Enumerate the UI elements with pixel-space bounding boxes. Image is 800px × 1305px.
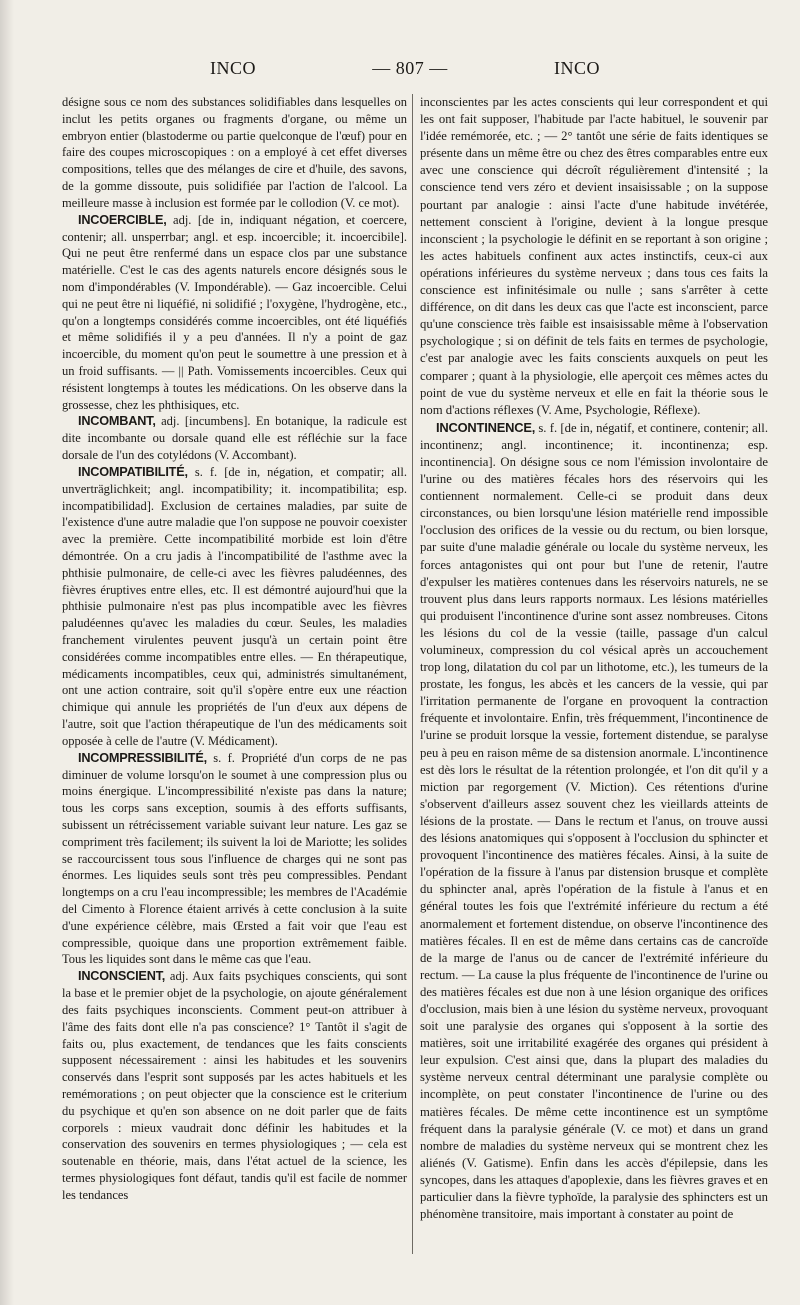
entry-text: adj. [incumbens]. En botanique, la radicule est dite incombante ou dorsale quand elle est réfléchie sur la face dorsale de l'un des cotylédons (V. Accombant).	[62, 414, 407, 463]
continued-paragraph: inconscientes par les actes conscients qui leur correspondent et qui les ont fait supposer, l'habitude par l'acte habituel, le souvenir par l'idée remémorée, etc. ; — 2° tantôt une série de faits identiques se présente dans un même être ou chez des êtres comparables entre eux avec une conscience qui décroît régulièrement d'intensité ; la conscience tend vers zéro et devient insaisissable ; on la suppose pourtant par analogie : ainsi l'acte d'une habitude invétérée, nettement conscient à l'origine, devient à la longue presque inconscient ; la psychologie le définit en se reportant à son origine ; les actes habituels confinent aux actes instinctifs, ceux-ci aux opérations inférieures du système nerveux ; dans tous ces faits la conscience est infinitésimale ou nulle ; sans s'arrêter à cette différence, on dit dans les deux cas que l'acte est inconscient, parce qu'une conscience très faible est insaisissable même à l'observation psychologique ; si on définit de tels faits en termes de psychologie, c'est par analogie avec les faits conscients auxquels on peut les comparer ; quant à la physiologie, elle aperçoit ces mêmes actes du point de vue du système nerveux et elle en fait la théorie sous le nom d'actions réflexes (V. Ame, Psychologie, Réflexe).	[420, 95, 768, 417]
entry-text: s. f. [de in, négation, et compatir; all. unverträglichkeit; angl. incompatibility; it. incompatibilita; esp. incompatibilidad]. Exclusion de certaines maladies, par suite de l'existence d'une autre maladie que l'on suppose ne pouvoir coexister avec la première. Cette incompatibilité morbide est loin d'être démontrée. On a cru jadis à l'incompatibilité de l'asthme avec la phthisie pulmonaire, de celle-ci avec les fièvres paludéennes, des fièvres éruptives entre elles, etc. Il est démontré aujourd'hui que la phthisie pulmonaire n'est pas plus incompatible avec les fièvres paludéennes qu'avec les maladies du cœur. Seules, les maladies franchement virulentes peuvent jusqu'à un certain point être considérées comme incompatibles entre elles. — En thérapeutique, médicaments incompatibles, ceux qui, administrés simultanément, ont une action contraire, soit qu'il s'opère entre eux une réaction chimique qui annule les propriétés de l'un d'eux aux dépens de l'autre, soit que l'action thérapeutique de l'un des médicaments soit opposée à celle de l'autre (V. Médicament).	[62, 464, 407, 748]
headword: INCOMBANT,	[78, 414, 156, 429]
page-gutter-shadow	[0, 0, 14, 1305]
headword: INCOMPRESSIBILITÉ,	[78, 750, 207, 765]
entry-incontinence	[420, 419, 768, 1223]
page-number: — 807 —	[372, 58, 448, 78]
entry-text: s. f. Propriété d'un corps de ne pas diminuer de volume lorsqu'on le soumet à une compression plus ou moins énergique. L'incompressibilité n'existe pas dans la nature; tous les corps sans exception, soumis à des efforts suffisants, subissent un rétrécissement variable suivant leur nature. Les gaz se compriment très facilement; ils suivent la loi de Mariotte; les solides se raccourcissent tous sous l'influence de charges qui ne sont pas énormes. Les liquides seuls sont très peu compressibles. Pendant longtemps on a cru l'eau incompressible; les membres de l'Académie del Cimento à Florence étaient arrivés à cette conclusion à la suite d'une expérience célèbre, mais Œrsted a fait voir que l'eau est compressible, quoique dans une proportion extrêmement faible. Tous les liquides sont dans le même cas que l'eau.	[62, 750, 407, 967]
right-column	[420, 94, 768, 1223]
headword: INCONSCIENT,	[78, 969, 166, 984]
headword: INCOMPATIBILITÉ,	[78, 464, 188, 479]
header-right-word: INCO	[554, 58, 600, 78]
headword: INCONTINENCE,	[436, 419, 536, 435]
left-column	[62, 94, 407, 1204]
entry-text: adj. Aux faits psychiques conscients, qui sont la base et le premier objet de la psychologie, on ajoute généralement des faits psychiques inconscients. Comment peut-on attribuer à l'âme des faits dont elle n'a pas conscience? 1° Tantôt il s'agit de faits ou, plus exactement, de tendances que les faits conscients supposent nécessairement : ainsi les habitudes et les souvenirs conservés dans l'esprit sont supposés par les actes habituels et les remémorations ; on peut objecter que la conscience est le criterium du psychique et qu'en son absence on ne doit parler que de faits corporels : mieux vaudrait donc définir les habitudes et la conservation des souvenirs en termes physiologiques ; — cela est soutenable en théorie, mais, dans l'état actuel de la science, les termes physiologiques font défaut, tandis qu'il est facile de nommer les tendances	[62, 969, 407, 1202]
column-divider	[412, 94, 413, 1254]
entry-incoercible	[62, 212, 407, 414]
entry-text: adj. [de in, indiquant négation, et coercere, contenir; all. unsperrbar; angl. et esp. incoercible; it. incoercibile]. Qui ne peut être renfermé dans un espace clos par une substance matérielle. C'est le cas des agents naturels encore désignés sous le nom d'impondérables (V. Impondérable). — Gaz incoercible. Celui qui ne peut être ni liquéfié, ni solidifié ; l'oxygène, l'hydrogène, etc., qu'on a longtemps considérés comme incoercibles, ont été liquéfiés et même solidifiés il y a peu d'années. Il n'y a point de gaz incoercible, du moment qu'on peut le soumettre à une pression et à un froid suffisants. — || Path. Vomissements incoercibles. Ceux qui résistent longtemps à toutes les médications. On les observe dans la grossesse, chez les phthisiques, etc.	[62, 212, 407, 412]
entry-text: s. f. [de in, négatif, et continere, contenir; all. incontinenz; angl. incontinence; it. incontinenza; esp. incontinencia]. On désigne sous ce nom l'émission involontaire de l'urine ou des matières fécales hors des réservoirs qui les contiennent normalement. Celle-ci se produit dans deux circonstances, ou bien lorsqu'une lésion matérielle rend impossible l'occlusion des orifices de la vessie ou du rectum, ou bien lorsque, par suite d'une maladie générale ou locale du système nerveux, les forces antagonistes qui ont pour but l'une de retenir, l'autre d'expulser les matières contenues dans les réservoirs naturels, ne se trouvent plus dans leurs rapports normaux. Les lésions matérielles qui produisent l'incontinence d'urine sont assez nombreuses. Citons les lésions du col de la vessie (taille, passage d'un calcul volumineux, compression du col vésical après un accouchement trop long, dilatation du col par un lithotome, etc.), les tumeurs de la prostate, les fongus, les abcès et les cancers de la vessie, qui par l'irritation permanente de l'organe en provoquent la contraction fréquente et involontaire. Enfin, très fréquemment, l'incontinence de l'urine se produit lorsque la vessie, fortement distendue, se paralyse peu à peu en raison même de sa distension anormale. L'incontinence est dès lors le résultat de la rétention prolongée, et l'on dit qu'il y a miction par regorgement (V. Miction). Ces rétentions d'urine s'observent d'ailleurs assez souvent chez les vieillards atteints de lésions de la prostate. — Dans le rectum et l'anus, on trouve aussi des lésions anatomiques qui s'opposent à l'occlusion du sphincter et provoquent l'incontinence des matières fécales. Ainsi, à la suite de l'opération de la fissure à l'anus par distension brusque et complète du sphincter anal, après l'opération de la fistule à l'anus et en général toutes les fois que l'extrémité inférieure du rectum a été anormalement et fortement distendue, on observe l'incontinence des matières fécales. Il en est de même dans certains cas de cancroïde de la marge de l'anus ou de cancer de l'extrémité inférieure du rectum. — La cause la plus fréquente de l'incontinence de l'urine ou des matières fécales est due non à une lésion organique des orifices d'occlusion, mais bien à une lésion du système nerveux, provoquant soit une paralysie des organes qui s'opposent à la sortie des matières, soit une irritabilité exagérée des organes qui président à leur expulsion. C'est ainsi que, dans la plupart des maladies du système nerveux central déterminant une paralysie complète ou incomplète, on peut constater l'incontinence de l'urine ou des matières fécales. De même cette incontinence est un symptôme fréquent dans la paralysie générale (V. ce mot) et dans un grand nombre de maladies du système nerveux qui se montrent chez les aliénés (V. Gatisme). Enfin dans les accès d'épilepsie, dans les syncopes, dans les attaques d'apoplexie, dans les fièvres graves et en particulier dans la fièvre typhoïde, la paralysie des sphincters est un phénomène transitoire, mais important à constater au point de	[420, 420, 768, 1222]
header-left-word: INCO	[210, 58, 256, 78]
entry-inconscient	[62, 968, 407, 1203]
running-header	[60, 58, 760, 86]
entry-incompatibilite	[62, 464, 407, 750]
entry-incombant	[62, 413, 407, 463]
continued-paragraph: désigne sous ce nom des substances solidifiables dans lesquelles on inclut les petits organes ou fragments d'organe, ou même un embryon entier (blastoderme ou partie quelconque de l'œuf) pour en faire des coupes microscopiques : on a employé à cet effet diverses compositions, telles que des mélanges de cire et d'huile, des savons, de la gomme dissoute, puis solidifiée par l'action de l'alcool. La meilleure masse à inclusion est formée par le collodion (V. ce mot).	[62, 95, 407, 210]
entry-incompressibilite	[62, 750, 407, 969]
headword: INCOERCIBLE,	[78, 212, 167, 227]
